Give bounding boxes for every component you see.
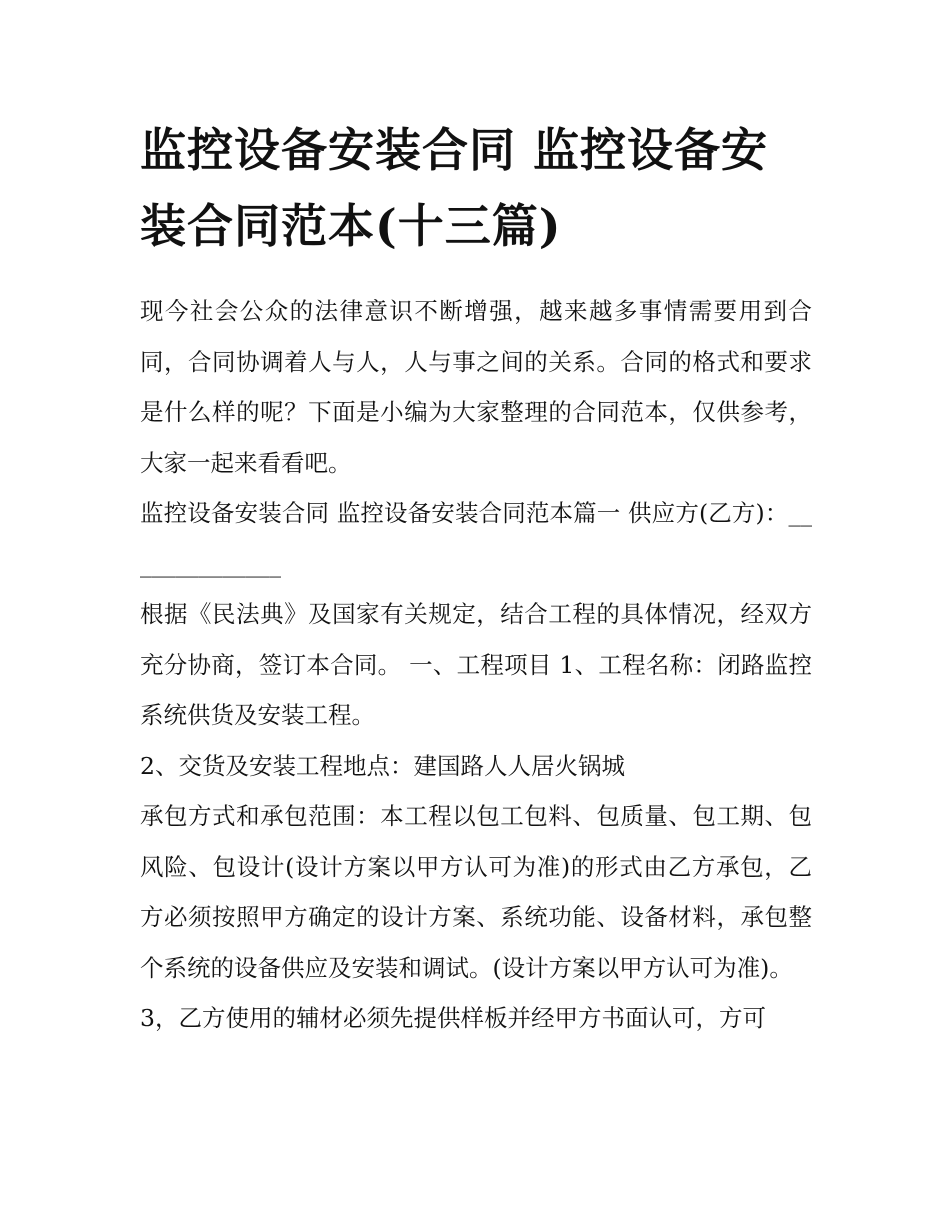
document-page <box>140 112 812 1044</box>
paragraph-scope: 承包方式和承包范围：本工程以包工包料、包质量、包工期、包风险、包设计(设计方案以甲方认可为准)的形式由乙方承包，乙方必须按照甲方确定的设计方案、系统功能、设备材料，承包整个系统的设备供应及安装和调试。(设计方案以甲方认可为准)。 <box>140 802 812 982</box>
paragraph-materials: 3，乙方使用的辅材必须先提供样板并经甲方书面认可，方可 <box>140 1004 766 1032</box>
paragraph-basis: 根据《民法典》及国家有关规定，结合工程的具体情况，经双方充分协商，签订本合同。 一、工程项目 1、工程名称：闭路监控系统供货及安装工程。 <box>140 600 812 729</box>
document-title: 监控设备安装合同 监控设备安装合同范本(十三篇) <box>140 123 769 253</box>
paragraph-intro: 现今社会公众的法律意识不断增强，越来越多事情需要用到合同，合同协调着人与人，人与事之间的关系。合同的格式和要求是什么样的呢？下面是小编为大家整理的合同范本，仅供参考，大家一起来看看吧。 <box>140 297 812 477</box>
paragraph-location: 2、交货及安装工程地点：建国路人人居火锅城 <box>140 751 625 780</box>
paragraph-supplier: 监控设备安装合同 监控设备安装合同范本篇一 供应方(乙方)：______________ <box>140 499 812 578</box>
